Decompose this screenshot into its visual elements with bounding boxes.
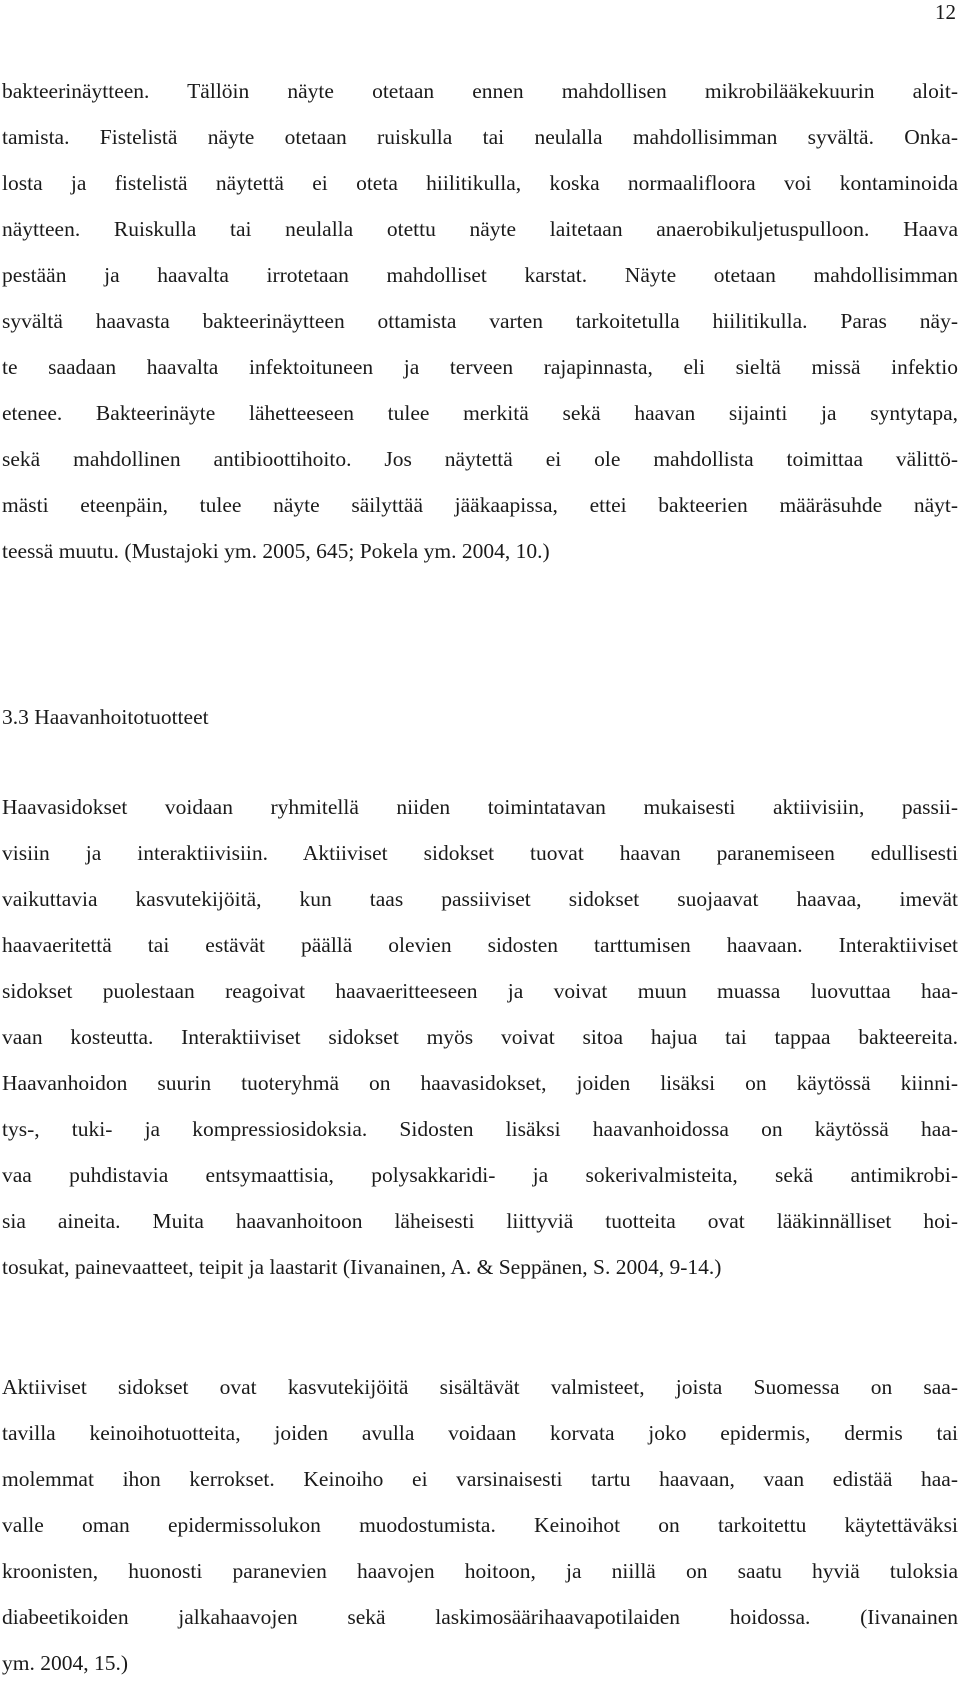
text-line: tosukat, painevaatteet, teipit ja laastarit (Iivanainen, A. & Seppänen, S. 2004, 9-14.) <box>2 1255 722 1279</box>
text-line: vaikuttavia kasvutekijöitä, kun taas passiiviset sidokset suojaavat haavaa, imevät <box>2 887 958 911</box>
text-line: syvältä haavasta bakteerinäytteen ottamista varten tarkoitetulla hiilitikulla. Paras näy- <box>2 309 958 333</box>
text-line: etenee. Bakteerinäyte lähetteeseen tulee merkitä sekä haavan sijainti ja syntytapa, <box>2 401 958 425</box>
text-line: mästi eteenpäin, tulee näyte säilyttää jääkaapissa, ettei bakteerien määräsuhde näyt- <box>2 493 958 517</box>
text-line: Haavanhoidon suurin tuoteryhmä on haavasidokset, joiden lisäksi on käytössä kiinni- <box>2 1071 958 1095</box>
text-line: sekä mahdollinen antibioottihoito. Jos näytettä ei ole mahdollista toimittaa välittö- <box>2 447 958 471</box>
paragraph-active-dressings <box>2 1364 958 1686</box>
text-line: diabeetikoiden jalkahaavojen sekä laskimosäärihaavapotilaiden hoidossa. (Iivanainen <box>2 1605 958 1629</box>
text-line: valle oman epidermissolukon muodostumista. Keinoihot on tarkoitettu käytettäväksi <box>2 1513 958 1537</box>
text-line: haavaeritettä tai estävät päällä olevien sidosten tarttumisen haavaan. Interaktiiviset <box>2 933 958 957</box>
text-line: kroonisten, huonosti paranevien haavojen hoitoon, ja niillä on saatu hyviä tuloksia <box>2 1559 958 1583</box>
text-line: bakteerinäytteen. Tällöin näyte otetaan ennen mahdollisen mikrobilääkekuurin aloit- <box>2 79 958 103</box>
page-number: 12 <box>935 0 956 24</box>
text-line: molemmat ihon kerrokset. Keinoiho ei varsinaisesti tartu haavaan, vaan edistää haa- <box>2 1467 958 1491</box>
text-line: vaa puhdistavia entsymaattisia, polysakkaridi- ja sokerivalmisteita, sekä antimikrobi- <box>2 1163 958 1187</box>
text-line: näytteen. Ruiskulla tai neulalla otettu näyte laitetaan anaerobikuljetuspulloon. Haava <box>2 217 958 241</box>
text-line: tavilla keinoihotuotteita, joiden avulla voidaan korvata joko epidermis, dermis tai <box>2 1421 958 1445</box>
text-line: vaan kosteutta. Interaktiiviset sidokset myös voivat sitoa hajua tai tappaa bakteereita. <box>2 1025 958 1049</box>
text-line: ym. 2004, 15.) <box>2 1651 129 1675</box>
paragraph-sampling <box>2 68 958 574</box>
text-line: teessä muutu. (Mustajoki ym. 2005, 645; Pokela ym. 2004, 10.) <box>2 539 550 563</box>
text-line: sia aineita. Muita haavanhoitoon läheisesti liittyviä tuotteita ovat lääkinnälliset hoi- <box>2 1209 958 1233</box>
text-line: pestään ja haavalta irrotetaan mahdolliset karstat. Näyte otetaan mahdollisimman <box>2 263 958 287</box>
text-line: Aktiiviset sidokset ovat kasvutekijöitä sisältävät valmisteet, joista Suomessa on saa- <box>2 1375 958 1399</box>
text-line: sidokset puolestaan reagoivat haavaeritteeseen ja voivat muun muassa luovuttaa haa- <box>2 979 958 1003</box>
text-line: tamista. Fistelistä näyte otetaan ruiskulla tai neulalla mahdollisimman syvältä. Onka- <box>2 125 958 149</box>
section-heading: 3.3 Haavanhoitotuotteet <box>2 705 209 729</box>
text-line: losta ja fistelistä näytettä ei oteta hiilitikulla, koska normaalifloora voi kontaminoida <box>2 171 958 195</box>
text-line: te saadaan haavalta infektoituneen ja terveen rajapinnasta, eli sieltä missä infektio <box>2 355 958 379</box>
text-line: tys-, tuki- ja kompressiosidoksia. Sidosten lisäksi haavanhoidossa on käytössä haa- <box>2 1117 958 1141</box>
text-line: visiin ja interaktiivisiin. Aktiiviset sidokset tuovat haavan paranemiseen edullisesti <box>2 841 958 865</box>
text-line: Haavasidokset voidaan ryhmitellä niiden toimintatavan mukaisesti aktiivisiin, passii- <box>2 795 958 819</box>
paragraph-wound-care-products <box>2 784 958 1290</box>
